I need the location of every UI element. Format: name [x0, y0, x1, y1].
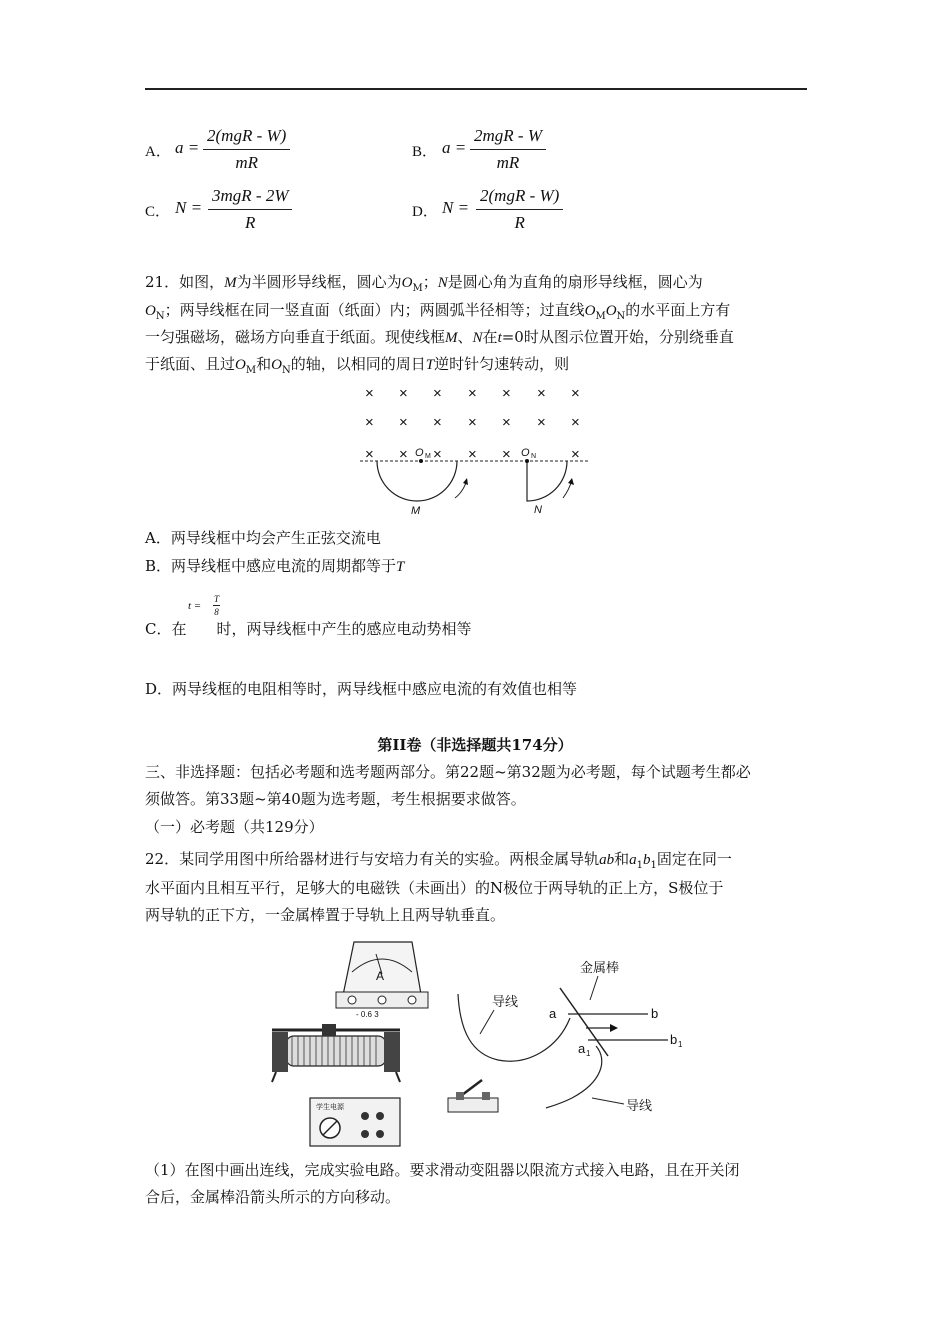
svg-text:×: × — [468, 414, 477, 431]
ammeter-symbol: A — [376, 969, 385, 983]
center-OM — [419, 459, 423, 463]
power-supply-label: 学生电源 — [316, 1104, 344, 1111]
q21-figure — [355, 380, 600, 520]
svg-text:×: × — [399, 385, 408, 402]
svg-text:×: × — [399, 446, 408, 463]
option-b-lhs: a = — [442, 138, 467, 157]
semicircle-frame-M — [377, 461, 457, 501]
section-2-sub-1: （一）必考题（共129分） — [145, 818, 324, 836]
svg-text:×: × — [433, 446, 442, 463]
rails-and-rod — [549, 960, 683, 1058]
svg-text:1: 1 — [586, 1049, 591, 1058]
label-ON-sub: N — [531, 453, 537, 460]
q21-line2: $O_N$；两导线框在同一竖直面（纸面）内；两圆弧半径相等；过直线$O_MO_N$的水平面上方有 — [145, 301, 731, 322]
q22-line2: 水平面内且相互平行，足够大的电磁铁（未画出）的N极位于两导轨的正上方，S极位于 — [145, 879, 724, 897]
q22-line3: 两导轨的正下方，一金属棒置于导轨上且两导轨垂直。 — [145, 906, 506, 924]
q21-option-a: A．两导线框中均会产生正弦交流电 — [145, 529, 381, 547]
svg-text:×: × — [365, 446, 374, 463]
option-a-fraction: 2(mgR - W) mR — [203, 126, 290, 173]
section-2-intro-1: 三、非选择题：包括必考题和选考题两部分。第22题~第32题为必考题，每个试题考生都必 — [145, 763, 751, 781]
svg-text:×: × — [468, 385, 477, 402]
q21-option-c: C．在 时，两导线框中产生的感应电动势相等 — [145, 620, 472, 638]
header-rule — [145, 88, 807, 90]
q22-line1: 22．某同学用图中所给器材进行与安培力有关的实验。两根金属导轨ab和$a_1b_1$固定在同一 — [145, 850, 732, 871]
option-d-label: D． — [412, 204, 438, 220]
svg-text:×: × — [433, 385, 442, 402]
q21-c-fraction: $\frac{T}{8}$ — [214, 594, 220, 617]
label-wire-2: 导线 — [626, 1098, 653, 1113]
sector-frame-N — [527, 461, 567, 501]
ammeter-terminals: - 0.6 3 — [356, 1010, 379, 1019]
option-a-label: A． — [145, 144, 171, 160]
svg-text:1: 1 — [678, 1040, 683, 1049]
student-power-supply — [310, 1098, 400, 1146]
q21-option-d: D．两导线框的电阻相等时，两导线框中感应电流的有效值也相等 — [145, 680, 578, 698]
svg-text:×: × — [537, 385, 546, 402]
svg-text:×: × — [502, 446, 511, 463]
option-c-label: C． — [145, 204, 171, 220]
option-b-label: B． — [412, 144, 438, 160]
option-c-fraction: 3mgR - 2W R — [208, 186, 292, 233]
label-wire-1: 导线 — [492, 994, 519, 1009]
section-2-intro-2: 须做答。第33题~第40题为选考题，考生根据要求做答。 — [145, 790, 526, 808]
q22-part1-line2: 合后，金属棒沿箭头所示的方向移动。 — [145, 1188, 401, 1206]
q21-c-t-eq: t = — [188, 600, 202, 612]
label-metal-rod: 金属棒 — [580, 960, 620, 975]
svg-text:×: × — [399, 414, 408, 431]
label-a: a — [549, 1006, 557, 1021]
q21-line1: 21．如图，M为半圆形导线框，圆心为$O_M$；N是圆心角为直角的扇形导线框，圆心为 — [145, 273, 703, 294]
sliding-rheostat — [272, 1024, 400, 1082]
svg-text:×: × — [571, 414, 580, 431]
center-ON — [525, 459, 529, 463]
option-d-lhs: N = — [442, 198, 470, 217]
q21-line3: 一匀强磁场，磁场方向垂直于纸面。现使线框M、N在t=0时从图示位置开始，分别绕垂直 — [145, 328, 734, 346]
label-b1: b — [670, 1032, 678, 1047]
q21-line4: 于纸面、且过$O_M$和$O_N$的轴，以相同的周日T逆时针匀速转动，则 — [145, 355, 570, 376]
label-b: b — [651, 1006, 659, 1021]
q22-figure — [268, 938, 698, 1150]
svg-text:×: × — [365, 385, 374, 402]
knife-switch — [448, 1080, 498, 1112]
svg-text:×: × — [433, 414, 442, 431]
svg-text:×: × — [537, 414, 546, 431]
option-a-lhs: a = — [175, 138, 200, 157]
q21-option-b: B．两导线框中感应电流的周期都等于T — [145, 557, 405, 575]
cross-row-1 — [365, 385, 580, 402]
cross-row-3 — [365, 446, 580, 463]
section-2-title: 第II卷（非选择题共174分） — [377, 736, 573, 754]
svg-text:×: × — [571, 385, 580, 402]
label-ON: O — [521, 447, 530, 459]
svg-text:×: × — [571, 446, 580, 463]
label-M: M — [411, 505, 421, 517]
magnetic-field-crosses — [365, 385, 580, 463]
cross-row-2 — [365, 414, 580, 431]
option-d-fraction: 2(mgR - W) R — [476, 186, 563, 233]
svg-text:×: × — [365, 414, 374, 431]
svg-text:×: × — [502, 385, 511, 402]
option-b-fraction: 2mgR - W mR — [470, 126, 546, 173]
label-N: N — [534, 504, 542, 516]
ammeter — [336, 942, 428, 1019]
label-a1: a — [578, 1041, 586, 1056]
option-c-lhs: N = — [175, 198, 203, 217]
label-OM: O — [415, 447, 424, 459]
label-OM-sub: M — [425, 453, 431, 460]
svg-text:×: × — [468, 446, 477, 463]
svg-text:×: × — [502, 414, 511, 431]
q22-part1-line1: （1）在图中画出连线，完成实验电路。要求滑动变阻器以限流方式接入电路，且在开关闭 — [145, 1161, 740, 1179]
